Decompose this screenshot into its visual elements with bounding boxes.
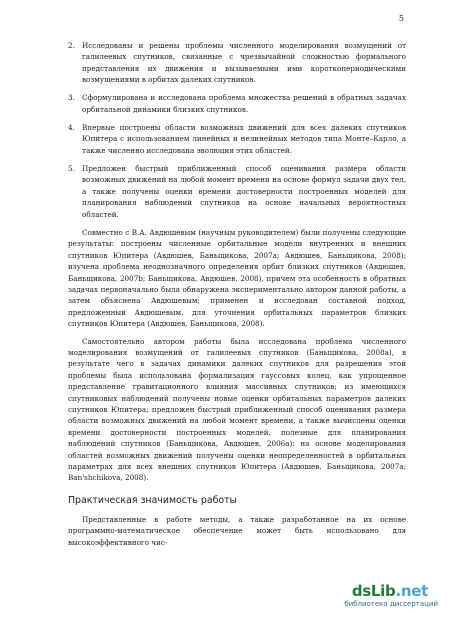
list-item-text: Впервые построены области возможных движений для всех далеких спутников Юпитера с использованием линейных и нелинейных методов типа Монте–Карло, а также численно исследована эволюция этих областей. [82,123,406,155]
list-item-number: 4. [68,123,75,133]
list-item-text: Предложен быстрый приближенный способ оценивания размера области возможных движений на любой момент времени на основе формул задачи двух тел, а также получены оценки времени достоверности построенных моделей для планирования наблюдений спутников на основе начальных вероятностных областей. [82,164,406,219]
list-item [68,163,406,220]
dslib-watermark [342,583,438,611]
list-item-text: Сформулирована и исследована проблема множества решений в обратных задачах орбитальной динамики близких спутников. [82,93,406,114]
list-item [68,40,406,86]
results-list [68,40,406,220]
dslib-logo: dsLib.net [351,582,428,600]
list-item [68,122,406,156]
joint-results-paragraph: Совместно с В.А. Авдюшевым (научным руководителем) были получены следующие результаты: построены численные орбитальные модели внутренних и внешних спутников Юпитера (Авдюшев, Баньщикова, 2007a; Авдюшев, Баньщикова, 2008); изучена проблема неоднозначного определения орбит близких спутников (Авдюшев, Баньщикова, 2007b; Баньщикова, Авдюшев, 2008), причем эта особенность в обратных задачах первоначально была обнаружена экспериментально автором данной работы, а затем объяснена Авдюшевым; применен и исследован составной подход, предложенный Авдюшевым, для уточнения орбитальных параметров близких спутников Юпитера (Авдюшев, Баньщикова, 2008). [68,227,406,329]
list-item-text: Исследованы и решены проблемы численного моделирования возмущений от галилеевых спутников, связанные с чрезвычайной сложностью формального представления их движения и вызываемыми ими короткопериодическими возмущениями в орбитах далеких спутников. [82,41,406,85]
practical-significance-paragraph: Представленные в работе методы, а также разработанное на их основе программно-математическое обеспечение может быть использовано для высокоэффективного чис- [68,514,406,547]
list-item-number: 5. [68,164,75,174]
list-item-number: 2. [68,41,75,50]
list-item [68,92,406,115]
page-content [68,40,406,554]
author-results-paragraph: Самостоятельно автором работы была исследована проблема численного моделирования возмущений от галилеевых спутников (Баньщикова, 2008a), в результате чего в задачах динамики далеких спутников для разрешения этой проблемы была использована формализация гауссовых колец, как упрощенное представление гравитационного влияния массивных спутников; из имеющихся спутниковых наблюдений получены новые оценки орбитальных параметров далеких спутников Юпитера; предложен быстрый приближенный способ оценивания размера области возможных движений на любой момент времени, а также вычислены оценки времени достоверности построенных моделей, полезные для планирования наблюдений спутников (Баньщикова, Авдюшев, 2006a); на основе моделирования областей возможных движений получены оценки неопределенностей в орбитальных параметрах для всех внешних спутников Юпитера (Авдюшев, Баньщикова, 2007a; Ban'shchikova, 2008). [68,336,406,483]
dslib-subtitle: библиотека диссертаций [344,600,438,608]
page-number: 5 [398,14,404,23]
section-heading: Практическая значимость работы [68,494,237,506]
list-item-number: 3. [68,93,75,103]
